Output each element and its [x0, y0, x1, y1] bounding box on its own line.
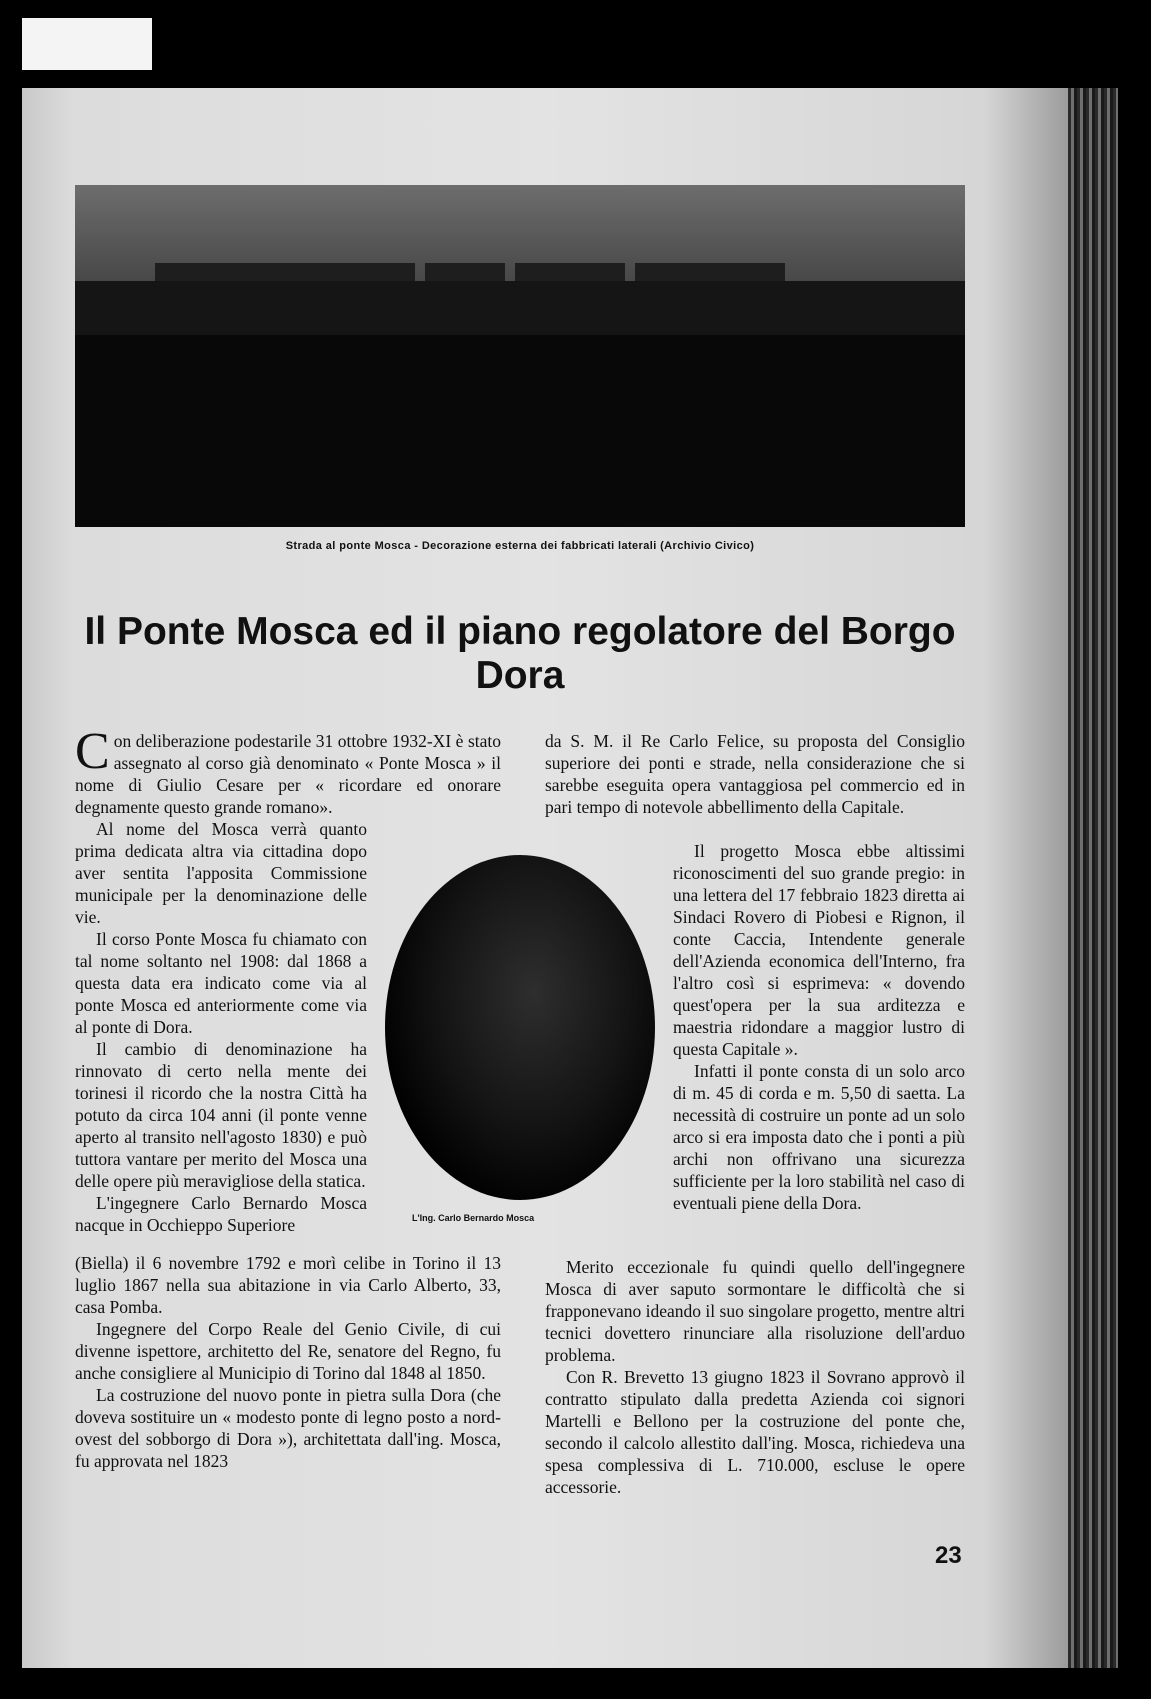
paragraph: on deliberazione podestarile 31 ottobre 1932-XI è stato assegnato al corso già denominato « Ponte Mosca » il nome di Giulio Cesare per « ricordare ed onorare degnamente questo grande romano».	[75, 731, 501, 817]
paragraph: (Biella) il 6 novembre 1792 e morì celibe in Torino il 13 luglio 1867 nella sua abitazione in via Carlo Alberto, 33, casa Pomba.	[75, 1253, 501, 1317]
photo-caption: Strada al ponte Mosca - Decorazione esterna dei fabbricati laterali (Archivio Civico)	[285, 540, 755, 552]
paragraph: Merito eccezionale fu quindi quello dell'ingegnere Mosca di aver saputo sormontare le difficoltà che si frapponevano ideando il suo singolare progetto, mentre altri tecnici dovettero rinunciare alla risoluzione dell'arduo problema.	[545, 1257, 965, 1365]
paragraph: da S. M. il Re Carlo Felice, su proposta del Consiglio superiore dei ponti e strade, nella considerazione che si sarebbe eseguita opera vantaggiosa pel commercio ed in pari tempo di notevole abbellimento della Capitale.	[545, 731, 965, 817]
article-title: Il Ponte Mosca ed il piano regolatore del Borgo Dora	[84, 610, 956, 697]
left-column-narrow	[75, 818, 367, 1236]
portrait-image	[385, 855, 655, 1200]
left-column-bottom	[75, 1252, 501, 1472]
scan-margin	[22, 18, 152, 70]
right-column-top	[545, 730, 965, 818]
paragraph: Con R. Brevetto 13 giugno 1823 il Sovrano approvò il contratto stipulato dalla predetta Azienda coi signori Martelli e Bellono per la costruzione del ponte che, secondo il calcolo allestito dall'ing. Mosca, richiedeva una spesa complessiva di L. 710.000, escluse le opere accessorie.	[545, 1367, 965, 1497]
left-column-top	[75, 723, 501, 818]
paragraph: Al nome del Mosca verrà quanto prima dedicata altra via cittadina dopo aver sentita l'apposita Commissione municipale per la denominazione delle vie.	[75, 819, 367, 927]
paragraph: L'ingegnere Carlo Bernardo Mosca nacque in Occhieppo Superiore	[75, 1193, 367, 1235]
portrait-caption: L'Ing. Carlo Bernardo Mosca	[412, 1213, 535, 1223]
street-photo	[75, 185, 965, 527]
drop-cap: C	[75, 723, 110, 780]
paragraph: Il progetto Mosca ebbe altissimi riconoscimenti del suo grande pregio: in una lettera del 17 febbraio 1823 diretta ai Sindaci Rovero di Piobesi e Rignon, il conte Caccia, Intendente generale dell'Azienda economica dell'Interno, fra l'altro così si esprimeva: « dovendo quest'opera per la sua arditezza e maestria ridondare a maggior lustro di questa Capitale ».	[673, 841, 965, 1059]
right-column-bottom	[545, 1256, 965, 1498]
paragraph: Infatti il ponte consta di un solo arco di m. 45 di corda e m. 5,50 di saetta. La necessità di costruire un ponte ad un solo arco si era imposta dato che i ponti a più archi non offrivano una sicurezza sufficiente per la loro stabilità nel caso di eventuali piene della Dora.	[673, 1061, 965, 1213]
page-number: 23	[935, 1542, 962, 1569]
book-binding	[1068, 88, 1118, 1668]
paragraph: Il corso Ponte Mosca fu chiamato con tal nome soltanto nel 1908: dal 1868 a questa data era indicato come via al ponte Mosca ed anteriormente come via al ponte di Dora.	[75, 929, 367, 1037]
right-column-narrow	[673, 840, 965, 1214]
paragraph: La costruzione del nuovo ponte in pietra sulla Dora (che doveva sostituire un « modesto ponte di legno posto a nord-ovest del sobborgo di Dora »), architettata dall'ing. Mosca, fu approvata nel 1823	[75, 1385, 501, 1471]
paragraph: Il cambio di denominazione ha rinnovato di certo nella mente dei torinesi il ricordo che la nostra Città ha potuto da circa 104 anni (il ponte venne aperto al transito nell'agosto 1830) e può tuttora vantare per merito del Mosca una delle opere più meravigliose della statica.	[75, 1039, 367, 1191]
paragraph: Ingegnere del Corpo Reale del Genio Civile, di cui divenne ispettore, architetto del Re, senatore del Regno, fu anche consigliere al Municipio di Torino dal 1848 al 1850.	[75, 1319, 501, 1383]
